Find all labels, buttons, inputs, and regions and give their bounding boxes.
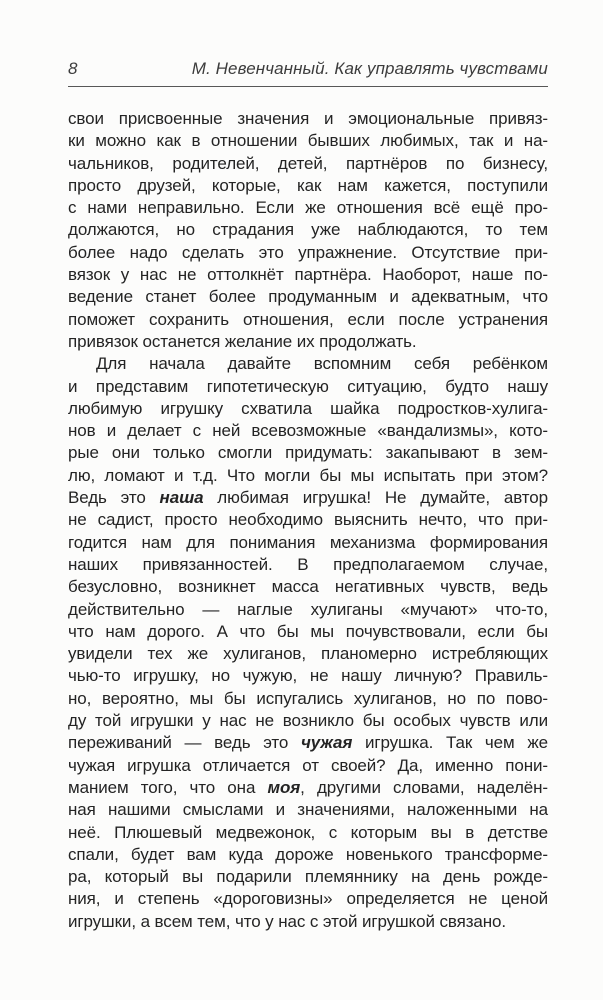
text-segment: более надо сделать это упражнение. Отсутствие при- xyxy=(68,242,548,262)
text-segment: игрушки, а всем тем, что у нас с этой игрушкой связано. xyxy=(68,911,507,931)
text-line xyxy=(68,911,548,933)
text-line xyxy=(68,108,548,130)
text-line xyxy=(68,219,548,241)
text-segment: поможет сохранить отношения, если после устранения xyxy=(68,309,548,329)
text-line xyxy=(68,309,548,331)
text-line xyxy=(68,264,548,286)
emphasis-word: моя xyxy=(267,777,301,797)
text-line xyxy=(68,554,548,576)
text-segment: неё. Плюшевый медвежонок, с которым вы в детстве xyxy=(68,822,548,842)
body-text xyxy=(68,108,548,933)
text-segment: рые они только смогли придумать: закапывают в зем- xyxy=(68,443,548,463)
text-segment: но, вероятно, мы бы испугались хулиганов, но по пово- xyxy=(68,688,548,708)
text-segment: ра, который вы подарили племяннику на день рожде- xyxy=(68,867,548,887)
text-line xyxy=(68,153,548,175)
text-segment: нов и делает с ней всевозможные «вандализмы», кото- xyxy=(68,421,548,441)
text-line xyxy=(68,866,548,888)
text-line xyxy=(68,442,548,464)
text-line xyxy=(68,799,548,821)
text-segment: что нам дорого. А что бы мы почувствовали, если бы xyxy=(68,621,548,641)
text-segment: наших привязанностей. В предполагаемом случае, xyxy=(68,554,548,574)
emphasis-word: чужая xyxy=(300,733,353,753)
emphasis-word: наша xyxy=(159,488,204,508)
text-line xyxy=(68,197,548,219)
text-line xyxy=(68,286,548,308)
text-line xyxy=(68,576,548,598)
page-header xyxy=(68,0,548,79)
text-segment: и представим гипотетическую ситуацию, будто нашу xyxy=(68,376,548,396)
text-segment: привязок останется желание их продолжать. xyxy=(68,331,417,351)
text-segment: Ведь это xyxy=(68,488,160,508)
text-line xyxy=(68,732,548,754)
text-segment: не садист, просто необходимо выяснить нечто, что при- xyxy=(68,510,548,530)
text-segment: любимую игрушку схватила шайка подростков-хулига- xyxy=(68,398,548,418)
text-line xyxy=(68,353,548,375)
text-line xyxy=(68,844,548,866)
header-divider xyxy=(68,86,548,87)
text-segment: годится нам для понимания механизма формирования xyxy=(68,532,548,552)
text-segment: должаются, но страдания уже наблюдаются, то тем xyxy=(68,220,548,240)
text-segment: манием того, что она xyxy=(68,777,268,797)
text-line xyxy=(68,888,548,910)
text-segment: спали, будет вам куда дороже новенького трансформе- xyxy=(68,844,548,864)
text-segment: чужая игрушка отличается от своей? Да, именно пони- xyxy=(68,755,548,775)
text-segment: чью-то игрушку, но чужую, не нашу личную? Правиль- xyxy=(68,666,548,686)
text-line xyxy=(68,376,548,398)
text-line xyxy=(68,822,548,844)
text-segment: чальников, родителей, детей, партнёров по бизнесу, xyxy=(68,153,548,173)
text-segment: действительно — наглые хулиганы «мучают» что-то, xyxy=(68,599,548,619)
paragraph xyxy=(68,108,548,353)
text-segment: , другими словами, наделён- xyxy=(300,777,548,797)
text-segment: ду той игрушки у нас не возникло бы особых чувств или xyxy=(68,711,548,731)
text-segment: ния, и степень «дороговизны» определяется не ценой xyxy=(68,889,548,909)
paragraph xyxy=(68,353,548,933)
text-segment: вязок у нас не оттолкнёт партнёра. Наоборот, наше по- xyxy=(68,265,548,285)
text-line xyxy=(68,509,548,531)
text-line xyxy=(68,532,548,554)
text-line xyxy=(68,130,548,152)
text-line xyxy=(68,688,548,710)
page-number: 8 xyxy=(68,59,78,78)
text-line xyxy=(68,487,548,509)
text-line xyxy=(68,755,548,777)
text-line xyxy=(68,621,548,643)
text-line xyxy=(68,777,548,799)
text-line xyxy=(68,175,548,197)
text-line xyxy=(68,242,548,264)
text-segment: просто друзей, которые, как нам кажется, поступили xyxy=(68,175,548,195)
text-line xyxy=(68,599,548,621)
text-segment: лю, ломают и т.д. Что могли бы мы испытать при этом? xyxy=(68,465,548,485)
text-segment: любимая игрушка! Не думайте, автор xyxy=(203,488,548,508)
page-content xyxy=(68,0,548,933)
text-segment: безусловно, возникнет масса негативных чувств, ведь xyxy=(68,577,548,597)
text-segment: ки можно как в отношении бывших любимых, так и на- xyxy=(68,131,548,151)
text-segment: свои присвоенные значения и эмоциональные привяз- xyxy=(68,109,548,128)
text-line xyxy=(68,465,548,487)
text-line xyxy=(68,398,548,420)
text-line xyxy=(68,665,548,687)
text-segment: ная нашими смыслами и значениями, наложенными на xyxy=(68,800,548,820)
running-title: М. Невенчанный. Как управлять чувствами xyxy=(191,59,548,78)
text-segment: переживаний — ведь это xyxy=(68,733,301,753)
text-line xyxy=(68,420,548,442)
text-segment: игрушка. Так чем же xyxy=(352,733,548,753)
text-segment: Для начала давайте вспомним себя ребёнком xyxy=(96,354,548,374)
text-line xyxy=(68,331,548,353)
text-line xyxy=(68,710,548,732)
text-segment: ведение станет более продуманным и адекватным, что xyxy=(68,287,548,307)
text-line xyxy=(68,643,548,665)
text-segment: с нами неправильно. Если же отношения всё ещё про- xyxy=(68,198,548,218)
text-segment: увидели тех же хулиганов, планомерно истребляющих xyxy=(68,644,548,664)
